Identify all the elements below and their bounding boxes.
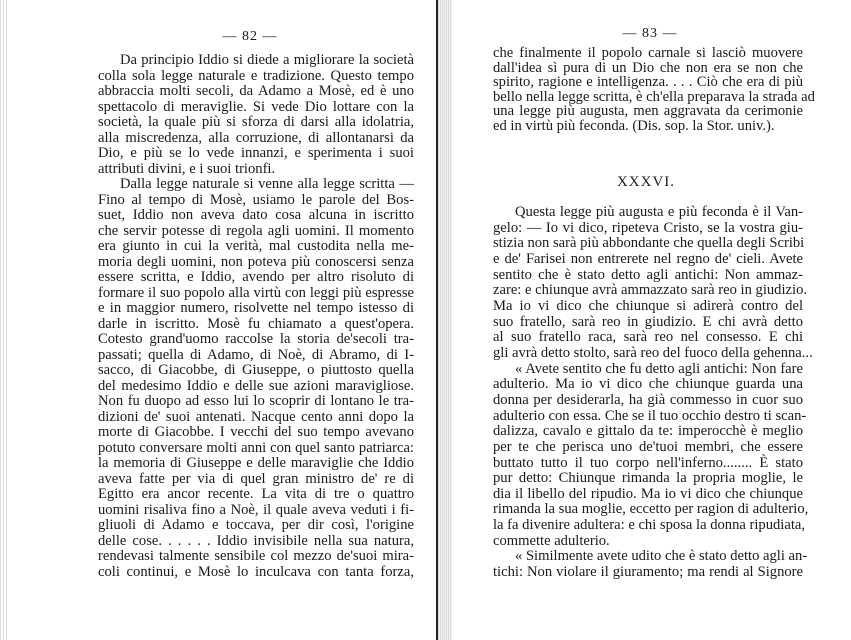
text-line: commette adulterio. [493, 532, 610, 549]
text-line: al suo fratello raca, sarà reo nel consesso. E chi [493, 329, 803, 346]
text-line: dia il libello del ripudio. Ma io vi dico che chiunque [493, 485, 803, 502]
text-line: la memoria di Giuseppe e delle maraviglie che Iddio [98, 455, 414, 471]
text-line: adulterio con essa. Che se il tuo occhio destro ti scan- [493, 407, 807, 424]
text-line: Cotesto grand'uomo raccolse la storia de'secoli tra- [98, 331, 414, 347]
text-line: Fino al tempo di Mosè, usiamo le parole del Bos- [98, 191, 414, 208]
text-line: dizioni de' suoi antenati. Nacque cento anni dopo la [98, 408, 414, 425]
text-line: per te che perisca uno de'tuoi membri, che essere [493, 438, 803, 455]
text-line: pur detto: Chiunque rimanda la propria moglie, le [493, 470, 803, 487]
text-line: zare: e chiunque avrà ammazzato sarà reo in giudizio. [493, 282, 808, 299]
chapter-heading: XXXVI. [616, 174, 676, 190]
text-line: che servir potesse di regola agli uomini. Il momento [98, 222, 414, 239]
text-line: gliuoli di Adamo e toccava, per dir così, l'origine [98, 517, 414, 533]
text-line: società, la quale più si sforza di darsi alla idolatria, [98, 114, 414, 130]
page-number: — 83 — [622, 26, 678, 41]
page-body-text [98, 53, 414, 580]
text-line: spettacolo di meraviglie. Si vede Dio lottare con la [98, 98, 414, 115]
text-line: e in maggior numero, risolvette nel tempo istesso di [98, 300, 414, 316]
text-line: Ma io vi dico che chiunque si adirerà contro del [493, 297, 803, 314]
text-line: gli avrà detto stolto, sarà reo del fuoco della gehenna... [493, 344, 813, 361]
text-line: uomini risaliva fino a Noè, il quale aveva veduti i fi- [98, 501, 414, 518]
continued-paragraph [493, 45, 815, 134]
text-line: del medesimo Iddio e delle sue azioni maravigliose. [98, 377, 414, 394]
text-line: dall'idea sì pura di un Dio che non era se non che [493, 59, 803, 76]
text-line: suet, Iddio non aveva dato cosa alcuna in iscritto [98, 207, 414, 223]
text-line: che finalmente il popolo carnale si lasciò muovere [493, 45, 803, 61]
text-line: « Avete sentito che fu detto agli antichi: Non fare [515, 360, 803, 377]
text-line: aveva fatte per via di quel gran ministro de' re di [98, 470, 414, 487]
text-line: adulterio. Ma io vi dico che chiunque guarda una [493, 376, 803, 393]
text-line: delle cose. . . . . . Iddio invisibile nella sua natura, [98, 532, 414, 549]
text-line: tichi: Non violare il giuramento; ma rendi al Signore [493, 564, 803, 581]
text-line: colla sola legge naturale e tradizione. Questo tempo [98, 67, 414, 84]
text-line: essere scritta, e Iddio, avendo per altro risoluto di [98, 269, 414, 285]
text-line: donna per desiderarla, ha già commesso in cuor suo [493, 391, 803, 408]
text-line: stizia non sarà più abbondante che quella degli Scribi [493, 235, 805, 252]
text-line: la fa divenire adultera: e chi sposa la donna ripudiata, [493, 517, 806, 534]
text-line: Dio, e più se lo vede innanzi, e sperimenta i suoi [98, 145, 414, 161]
text-line: bello nella legge scritta, è ch'ella preparava la strada ad [493, 88, 815, 105]
text-line: moria degli uomini, non poteva più conoscersi senza [98, 253, 414, 270]
text-line: una legge più augusta, men aggravata da cerimonie [493, 103, 803, 120]
text-line: alla miscredenza, alla corruzione, di allontanarsi da [98, 129, 414, 146]
text-line: era giunto in cui la verità, mal custodita nella me- [98, 238, 414, 254]
text-line: suo fratello, sarà reo in giudizio. E chi avrà detto [493, 313, 803, 330]
text-line: passati; quella di Adamo, di Noè, di Abramo, di I- [98, 346, 414, 363]
text-line: Questa legge più augusta e più feconda è il Van- [515, 204, 803, 220]
page-body-text [493, 204, 813, 581]
text-line: rimanda la sua moglie, eccetto per ragion di adulterio, [493, 501, 809, 518]
text-line: gelo: — Io vi dico, ripeteva Cristo, se la vostra giu- [493, 219, 803, 236]
text-line: rendevasi talmente sensibile col mezzo de'suoi mira- [98, 548, 414, 564]
text-line: Egitto era ancor recente. La vita di tre o quattro [98, 486, 414, 502]
text-line: sacco, di Giacobbe, di Giuseppe, o piuttosto quella [98, 362, 414, 378]
text-line: e de' Farisei non entrerete nel regno de' cieli. Avete [493, 250, 803, 267]
text-line: buttato tutto il tuo corpo nell'inferno........ È stato [493, 454, 803, 471]
text-line: dalizza, cavalo e gittalo da te: imperocchè è meglio [493, 423, 803, 440]
text-line: Da principio Iddio si diede a migliorare la società [120, 52, 414, 68]
text-line: abbraccia molti secoli, da Adamo a Mosè, ed è uno [98, 83, 414, 99]
text-line: spirito, ragione e intelligenza. . . . Ciò che era di più [493, 74, 803, 91]
text-line: attributi divini, e i suoi trionfi. [98, 160, 276, 177]
text-line: Non fu duopo ad esso lui lo scoprir di lontano le tra- [98, 393, 414, 409]
text-line: potuto conversare molti anni con quel santo patriarca: [98, 439, 414, 456]
text-line: formare il suo popolo alla virtù con leggi più espresse [98, 284, 414, 301]
text-line: « Similmente avete udito che è stato detto agli an- [515, 548, 808, 565]
text-line: coli continui, e Mosè lo inculcava con tanta forza, [98, 563, 414, 580]
text-line: Dalla legge naturale si venne alla legge scritta — [120, 176, 414, 192]
text-line: darle in iscritto. Mosè fu chiamato a quest'opera. [98, 315, 414, 332]
text-line: morte di Giacobbe. I vecchi del suo tempo avevano [98, 424, 414, 440]
text-line: ed in virtù più feconda. (Dis. sop. la Stor. univ.). [493, 117, 775, 134]
right-page [438, 0, 851, 640]
page-number: — 82 — [222, 29, 278, 44]
text-line: sentito che è stato detto agli antichi: Non ammaz- [493, 266, 803, 283]
